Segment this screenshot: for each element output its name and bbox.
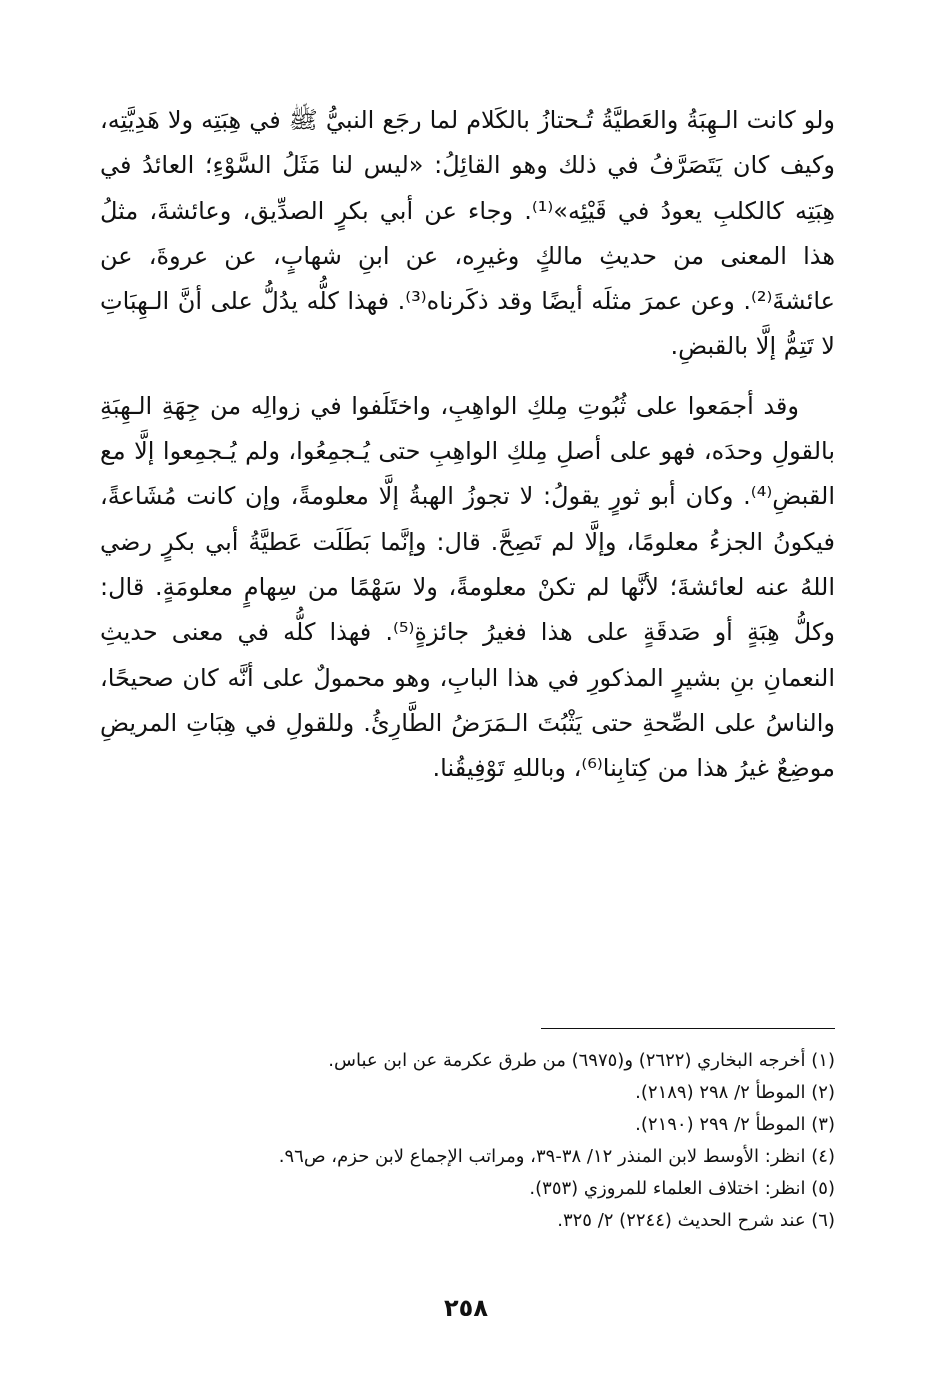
footnote-4: (٤) انظر: الأوسط لابن المنذر ١٢/ ٣٨-٣٩، ومراتب الإجماع لابن حزم، ص٩٦.: [278, 1146, 835, 1167]
footnote-3: (٣) الموطأ ٢/ ٢٩٩ (٢١٩٠).: [635, 1114, 835, 1135]
footnote-separator: [541, 1028, 835, 1029]
paragraph-1: ولو كانت الـهِبَةُ والعَطيَّةُ تُـحتازُ بالكَلام لما رجَع النبيُّ ﷺ في هِبَتِه ولا هَدِيَّتِه، وكيف كان يَتَصَرَّفُ في ذلك وهو القائِلُ: «ليس لنا مَثَلُ السَّوْءِ؛ العائدُ في هِبَتِه كالكلبِ يعودُ في قَيْئِه»⁽¹⁾. وجاء عن أبي بكرٍ الصدِّيق، وعائشةَ، مثلُ هذا المعنى من حديثِ مالكٍ وغيرِه، عن ابنِ شهابٍ، عن عروةَ، عن عائشةَ⁽²⁾. وعن عمرَ مثلَه أيضًا وقد ذكَرناه⁽³⁾. فهذا كلُّه يدُلُّ على أنَّ الـهِبَاتِ لا تَتِمُّ إلَّا بالقبضِ.: [100, 106, 835, 361]
footnotes: [100, 1045, 835, 1237]
paragraph-2: وقد أجمَعوا على ثُبُوتِ مِلكِ الواهِبِ، واختَلَفوا في زوالِه من جِهَةِ الـهِبَةِ بالقولِ وحدَه، فهو على أصلِ مِلكِ الواهِبِ حتى يُـجمِعُوا، ولم يُـجمِعوا إلَّا مع القبضِ⁽⁴⁾. وكان أبو ثورٍ يقولُ: لا تجوزُ الهبةُ إلَّا معلومةً، وإن كانت مُشَاعةً، فيكونُ الجزءُ معلومًا، وإلَّا لم تَصِحَّ. قال: وإنَّما بَطَلَت عَطيَّةُ أبي بكرٍ رضي اللهُ عنه لعائشةَ؛ لأنَّها لم تكنْ معلومةً، ولا سَهْمًا من سِهامٍ معلومَةٍ. قال: وكلُّ هِبَةٍ أو صَدقَةٍ على هذا فغيرُ جائزةٍ⁽⁵⁾. فهذا كلُّه في معنى حديثِ النعمانِ بنِ بشيرٍ المذكورِ في هذا البابِ، وهو محمولٌ على أنَّه كان صحيحًا، والناسُ على الصِّحةِ حتى يَثْبُتَ الـمَرَضُ الطَّارِئُ. وللقولِ في هِبَاتِ المريضِ موضِعٌ غيرُ هذا من كِتابِنا⁽⁶⁾، وباللهِ تَوْفِيقُنا.: [100, 391, 835, 783]
footnote-5: (٥) انظر: اختلاف العلماء للمروزي (٣٥٣).: [529, 1178, 835, 1199]
footnote-6: (٦) عند شرح الحديث (٢٢٤٤) ٢/ ٣٢٥.: [557, 1210, 835, 1231]
footnote-1: (١) أخرجه البخاري (٢٦٢٢) و(٦٩٧٥) من طرق عكرمة عن ابن عباس.: [328, 1050, 835, 1071]
page-number: ٢٥٨: [444, 1294, 488, 1322]
main-text: [100, 98, 835, 791]
footnote-2: (٢) الموطأ ٢/ ٢٩٨ (٢١٨٩).: [635, 1082, 835, 1103]
